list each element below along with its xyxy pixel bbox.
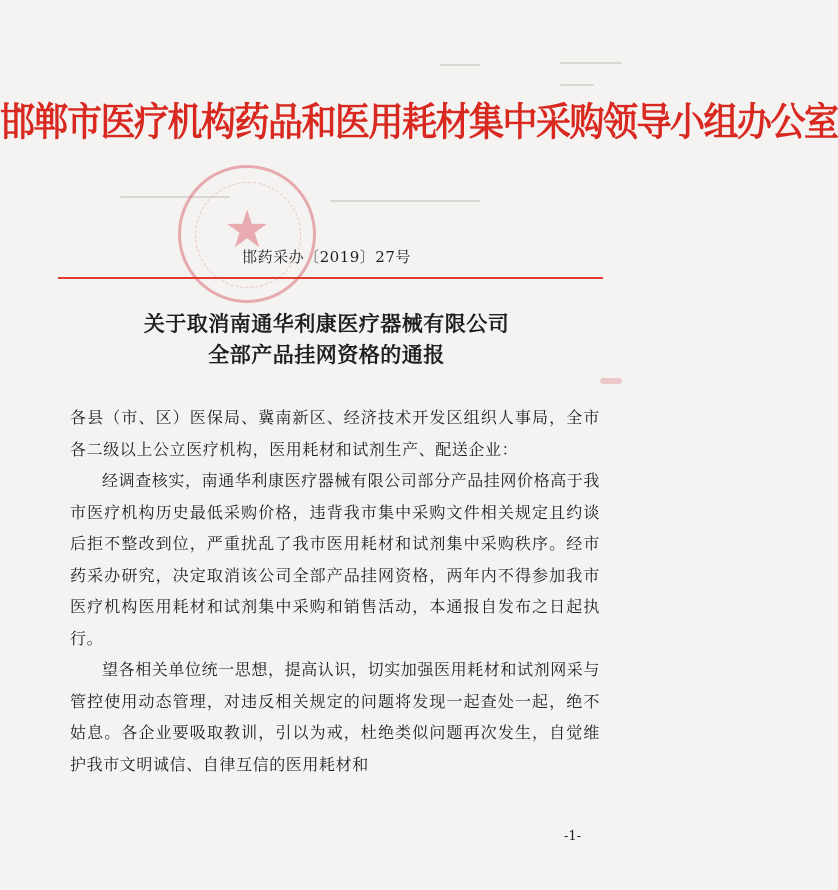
bleed-through-mark (560, 84, 594, 86)
bleed-through-mark (440, 64, 480, 66)
body-paragraph-1: 经调查核实，南通华利康医疗器械有限公司部分产品挂网价格高于我市医疗机构历史最低采购价格，违背我市集中采购文件相关规定且约谈后拒不整改到位，严重扰乱了我市医用耗材和试剂集中采购秩序。经市药采办研究，决定取消该公司全部产品挂网资格，两年内不得参加我市医疗机构医用耗材和试剂集中采购和销售活动，本通报自发布之日起执行。 (70, 471, 601, 648)
page-number: -1- (564, 829, 582, 844)
document-title (0, 308, 653, 370)
title-line-1: 关于取消南通华利康医疗器械有限公司 (143, 311, 510, 336)
bleed-through-mark (330, 200, 480, 202)
seal-star-icon: ★ (223, 200, 271, 260)
document-number: 邯药采办〔2019〕27号 (242, 248, 411, 266)
issuing-authority-header: 邯郸市医疗机构药品和医用耗材集中采购领导小组办公室 (0, 99, 838, 146)
recipients-paragraph: 各县（市、区）医保局、冀南新区、经济技术开发区组织人事局，全市各二级以上公立医疗机构，医用耗材和试剂生产、配送企业： (70, 408, 600, 459)
title-line-2: 全部产品挂网资格的通报 (208, 342, 445, 367)
official-seal (178, 165, 316, 303)
body-paragraph-2: 望各相关单位统一思想，提高认识，切实加强医用耗材和试剂网采与管控使用动态管理，对违反相关规定的问题将发现一起查处一起，绝不姑息。各企业要吸取教训，引以为戒，杜绝类似问题再次发生，自觉维护我市文明诚信、自律互信的医用耗材和 (70, 660, 601, 774)
red-separator-line (58, 277, 603, 279)
paper-stain (600, 378, 622, 384)
document-body (70, 402, 600, 780)
bleed-through-mark (560, 62, 622, 64)
